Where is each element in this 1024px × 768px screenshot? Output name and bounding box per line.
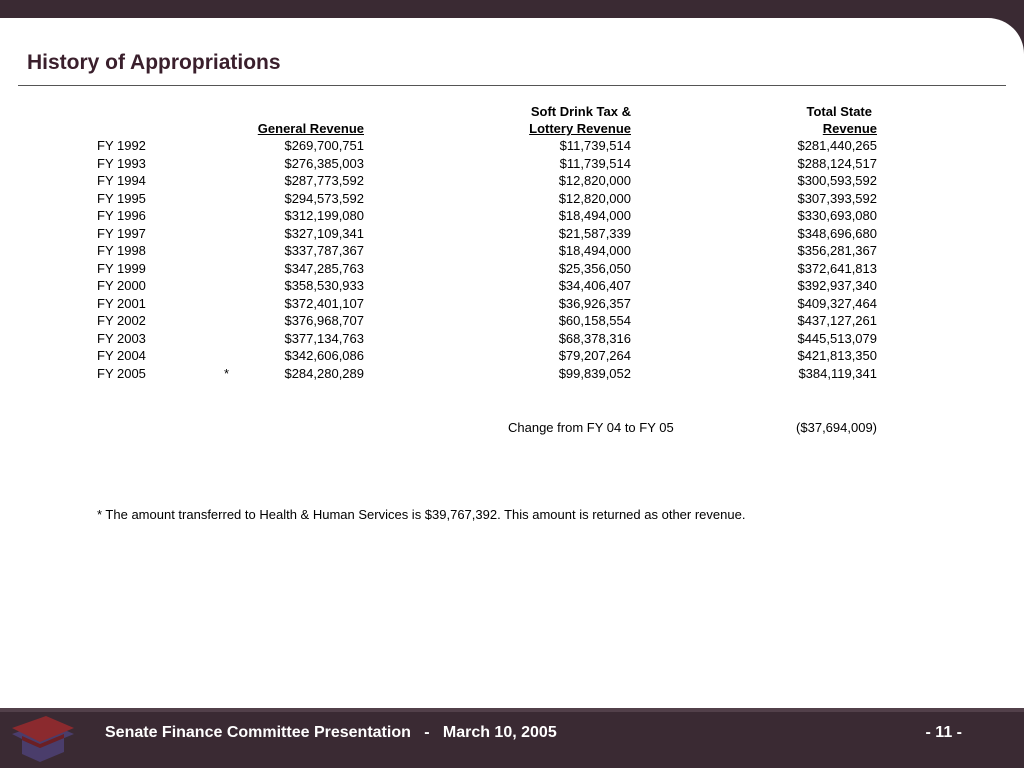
change-label: Change from FY 04 to FY 05 — [508, 420, 674, 435]
row-total-revenue: $372,641,813 — [797, 260, 877, 276]
graduation-cap-logo-icon — [8, 698, 80, 768]
row-year: FY 1996 — [97, 208, 146, 223]
change-value: ($37,694,009) — [796, 420, 877, 435]
row-softdrink-revenue: $11,739,514 — [559, 138, 631, 153]
row-softdrink-revenue: $99,839,052 — [558, 365, 631, 381]
row-general-revenue: $372,401,107 — [284, 295, 364, 311]
row-general-revenue: $269,700,751 — [284, 138, 364, 153]
row-general-revenue: $287,773,592 — [284, 173, 364, 188]
row-general-revenue: $327,109,341 — [284, 225, 364, 241]
table-row — [0, 156, 1024, 173]
table-row — [0, 313, 1024, 330]
row-total-revenue: $421,813,350 — [797, 348, 877, 363]
row-general-revenue: $376,968,707 — [284, 313, 364, 328]
row-total-revenue: $281,440,265 — [797, 138, 877, 153]
row-year: FY 1999 — [97, 260, 146, 276]
row-year: FY 2003 — [97, 330, 146, 346]
row-year: FY 1995 — [97, 190, 146, 206]
row-total-revenue: $288,124,517 — [797, 155, 877, 171]
table-row — [0, 226, 1024, 243]
row-total-revenue: $384,119,341 — [798, 365, 877, 381]
row-softdrink-revenue: $36,926,357 — [558, 295, 631, 311]
row-year: FY 2000 — [97, 278, 146, 293]
slide — [0, 18, 1024, 768]
row-year: FY 2005 — [97, 365, 146, 381]
row-total-revenue: $445,513,079 — [797, 330, 877, 346]
table-row — [0, 243, 1024, 260]
table-row — [0, 348, 1024, 365]
row-total-revenue: $307,393,592 — [797, 190, 877, 206]
row-general-revenue: $284,280,289 — [284, 365, 364, 381]
table-row — [0, 296, 1024, 313]
slide-title: History of Appropriations — [27, 51, 281, 74]
row-softdrink-revenue: $25,356,050 — [558, 260, 631, 276]
page-number: - 11 - — [925, 724, 962, 741]
row-year: FY 2002 — [97, 313, 146, 328]
table-row — [0, 173, 1024, 190]
row-softdrink-revenue: $18,494,000 — [558, 208, 631, 223]
row-softdrink-revenue: $34,406,407 — [558, 278, 631, 293]
header-total-line2: Revenue — [822, 121, 877, 136]
row-total-revenue: $356,281,367 — [797, 243, 877, 258]
row-softdrink-revenue: $11,739,514 — [559, 155, 631, 171]
row-general-revenue: $294,573,592 — [284, 190, 364, 206]
row-total-revenue: $392,937,340 — [797, 278, 877, 293]
row-general-revenue: $377,134,763 — [284, 330, 364, 346]
table-row — [0, 331, 1024, 348]
header-row-1 — [0, 104, 1024, 121]
table-row — [0, 191, 1024, 208]
row-total-revenue: $409,327,464 — [797, 295, 877, 311]
row-total-revenue: $330,693,080 — [797, 208, 877, 223]
row-year: FY 2001 — [97, 295, 146, 311]
row-softdrink-revenue: $18,494,000 — [558, 243, 631, 258]
row-general-revenue: $347,285,763 — [284, 260, 364, 276]
row-year: FY 2004 — [97, 348, 146, 363]
row-year: FY 1994 — [97, 173, 146, 188]
row-general-revenue: $312,199,080 — [284, 208, 364, 223]
header-softdrink-line2: Lottery Revenue — [529, 121, 631, 136]
row-total-revenue: $348,696,680 — [797, 225, 877, 241]
row-softdrink-revenue: $60,158,554 — [558, 313, 631, 328]
title-divider — [18, 85, 1006, 86]
row-general-revenue: $276,385,003 — [284, 155, 364, 171]
table-row — [0, 278, 1024, 295]
row-general-revenue: $358,530,933 — [284, 278, 364, 293]
table-row — [0, 208, 1024, 225]
row-general-revenue: $337,787,367 — [284, 243, 364, 258]
row-general-revenue: $342,606,086 — [284, 348, 364, 363]
row-year: FY 1992 — [97, 138, 146, 153]
table-row — [0, 138, 1024, 155]
row-softdrink-revenue: $12,820,000 — [558, 190, 631, 206]
row-softdrink-revenue: $79,207,264 — [558, 348, 631, 363]
header-total-line1: Total State — [806, 104, 872, 119]
row-total-revenue: $300,593,592 — [797, 173, 877, 188]
header-general-revenue: General Revenue — [257, 121, 364, 136]
row-year: FY 1997 — [97, 225, 146, 241]
row-year: FY 1993 — [97, 155, 146, 171]
header-row-2 — [0, 121, 1024, 138]
row-softdrink-revenue: $68,378,316 — [558, 330, 631, 346]
row-footnote-mark: * — [224, 365, 230, 381]
row-softdrink-revenue: $12,820,000 — [558, 173, 631, 188]
table-row — [0, 366, 1024, 383]
footer-text: Senate Finance Committee Presentation - March 10, 2005 — [105, 724, 557, 741]
row-total-revenue: $437,127,261 — [797, 313, 877, 328]
header-softdrink-line1: Soft Drink Tax & — [530, 104, 631, 119]
row-softdrink-revenue: $21,587,339 — [558, 225, 631, 241]
table-row — [0, 261, 1024, 278]
row-year: FY 1998 — [97, 243, 146, 258]
footnote: * The amount transferred to Health & Human Services is $39,767,392. This amount is returned as other revenue. — [97, 507, 746, 522]
